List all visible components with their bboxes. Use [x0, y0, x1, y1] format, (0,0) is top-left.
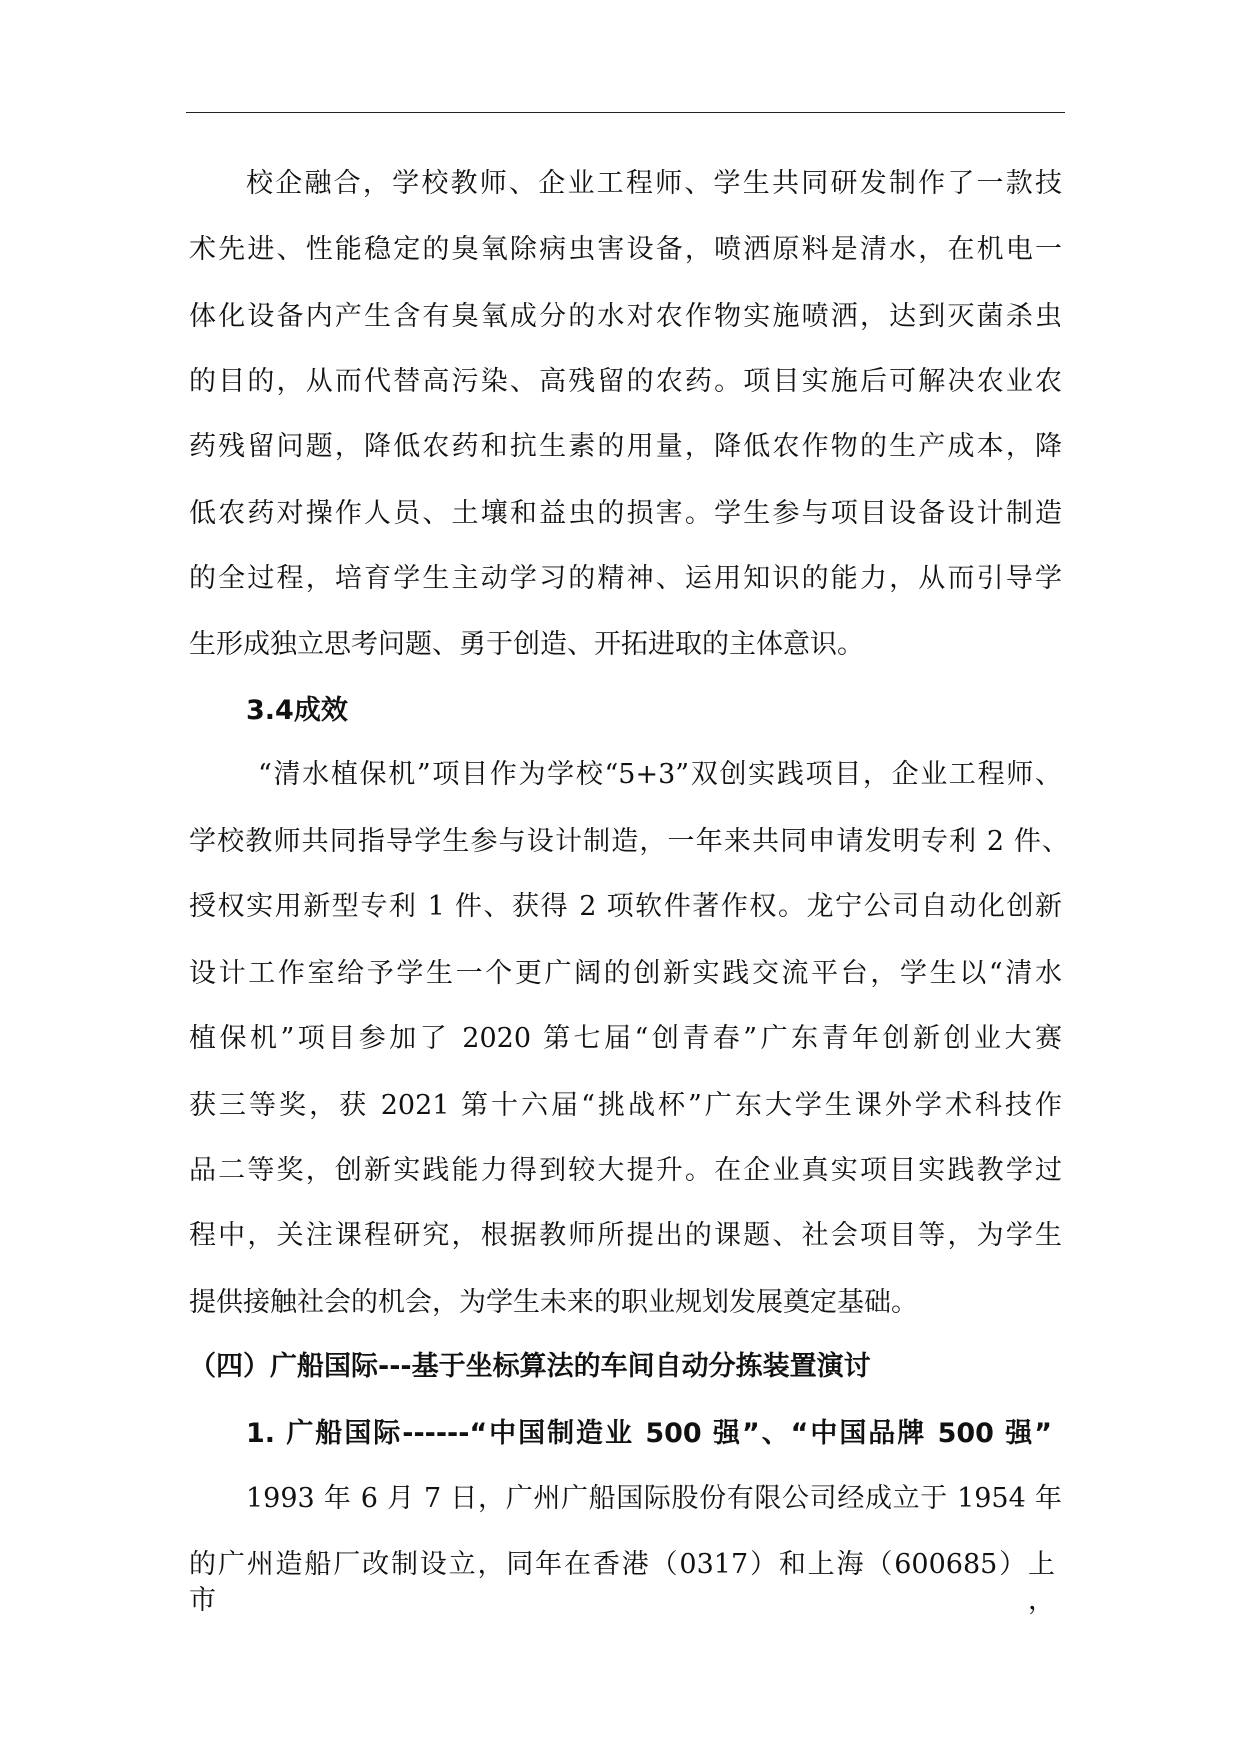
subsection-heading: （四）广船国际---基于坐标算法的车间自动分拣装置演讨 [189, 1351, 871, 1382]
numbered-heading: 1. 广船国际------“中国制造业 500 强”、“中国品牌 500 强” [246, 1418, 1052, 1449]
body-line: 校企融合，学校教师、企业工程师、学生共同研发制作了一款技 [246, 168, 1062, 199]
body-line: 的全过程，培育学生主动学习的精神、运用知识的能力，从而引导学 [189, 563, 1062, 594]
body-line: 植保机”项目参加了 2020 第七届“创青春”广东青年创新创业大赛 [189, 1023, 1062, 1054]
body-line: 设计工作室给予学生一个更广阔的创新实践交流平台，学生以“清水 [189, 958, 1062, 989]
body-line: 授权实用新型专利 1 件、获得 2 项软件著作权。龙宁公司自动化创新 [189, 891, 1062, 922]
body-line: 的广州造船厂改制设立，同年在香港（0317）和上海（600685）上市， [189, 1549, 1055, 1616]
body-line: “清水植保机”项目作为学校“5+3”双创实践项目，企业工程师、 [258, 759, 1062, 790]
body-line: 体化设备内产生含有臭氧成分的水对农作物实施喷洒，达到灭菌杀虫 [189, 301, 1062, 332]
body-line: 术先进、性能稳定的臭氧除病虫害设备，喷洒原料是清水，在机电一 [189, 234, 1062, 265]
body-line: 品二等奖，创新实践能力得到较大提升。在企业真实项目实践教学过 [189, 1155, 1062, 1186]
body-line: 低农药对操作人员、土壤和益虫的损害。学生参与项目设备设计制造 [189, 498, 1062, 529]
section-heading: 3.4成效 [246, 695, 348, 726]
body-line: 程中，关注课程研究，根据教师所提出的课题、社会项目等，为学生 [189, 1220, 1062, 1251]
body-line: 获三等奖，获 2021 第十六届“挑战杯”广东大学生课外学术科技作 [189, 1090, 1062, 1121]
header-rule [186, 112, 1065, 113]
body-line: 的目的，从而代替高污染、高残留的农药。项目实施后可解决农业农 [189, 366, 1062, 397]
body-line: 提供接触社会的机会，为学生未来的职业规划发展奠定基础。 [189, 1287, 918, 1318]
body-line: 生形成独立思考问题、勇于创造、开拓进取的主体意识。 [189, 629, 864, 660]
body-line: 药残留问题，降低农药和抗生素的用量，降低农作物的生产成本，降 [189, 431, 1062, 462]
body-line: 1993 年 6 月 7 日，广州广船国际股份有限公司经成立于 1954 年 [246, 1483, 1062, 1514]
body-line: 学校教师共同指导学生参与设计制造，一年来共同申请发明专利 2 件、 [189, 826, 1069, 857]
